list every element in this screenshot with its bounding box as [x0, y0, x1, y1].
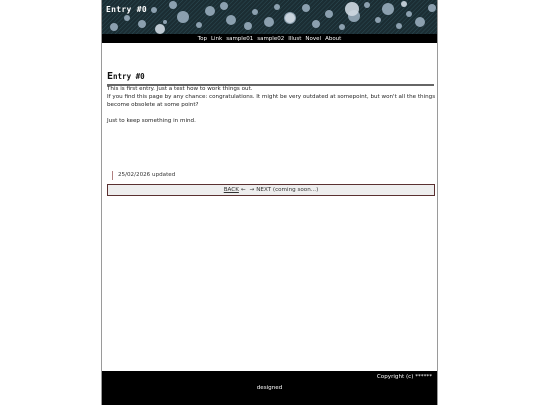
updated-date: 25/02/2026 updated [112, 171, 175, 180]
nav-item-about[interactable]: About [325, 35, 342, 42]
nav-item-link[interactable]: Link [210, 35, 223, 42]
entry-heading [107, 64, 434, 86]
back-link[interactable]: BACK [223, 187, 239, 193]
nav-item-novel[interactable]: Novel [305, 35, 322, 42]
banner-pattern [102, 0, 437, 34]
entry-body [107, 85, 437, 125]
footer [102, 371, 437, 405]
entry-pager [107, 184, 435, 196]
nav-item-illust[interactable]: Illust [288, 35, 302, 42]
next-label: NEXT (coming soon...) [256, 187, 319, 193]
copyright-text: Copyright (c) ****** [376, 374, 432, 380]
site-title: Entry #0 [106, 5, 147, 14]
left-arrow-icon: ← [240, 187, 246, 193]
entry-heading-rest: ntry #0 [113, 72, 145, 81]
nav-item-top[interactable]: Top [197, 35, 207, 42]
entry-heading-initial: E [107, 71, 114, 82]
paragraph-gap [107, 109, 437, 117]
header-banner [102, 0, 437, 34]
right-arrow-icon: → [249, 187, 255, 193]
entry-paragraph: Just to keep something in mind. [107, 118, 196, 124]
designed-credit: designed [256, 385, 283, 391]
entry-paragraph: If you find this page by any chance: congratulations. It might be very outdated at somepoint, but won't all the things become obsolete at some point? [107, 94, 436, 108]
entry-paragraph: This is first entry. Just a test how to work things out. [107, 86, 253, 92]
top-nav [102, 34, 437, 43]
page-container [101, 0, 438, 405]
nav-item-sample01[interactable]: sample01 [226, 35, 254, 42]
nav-item-sample02[interactable]: sample02 [257, 35, 285, 42]
